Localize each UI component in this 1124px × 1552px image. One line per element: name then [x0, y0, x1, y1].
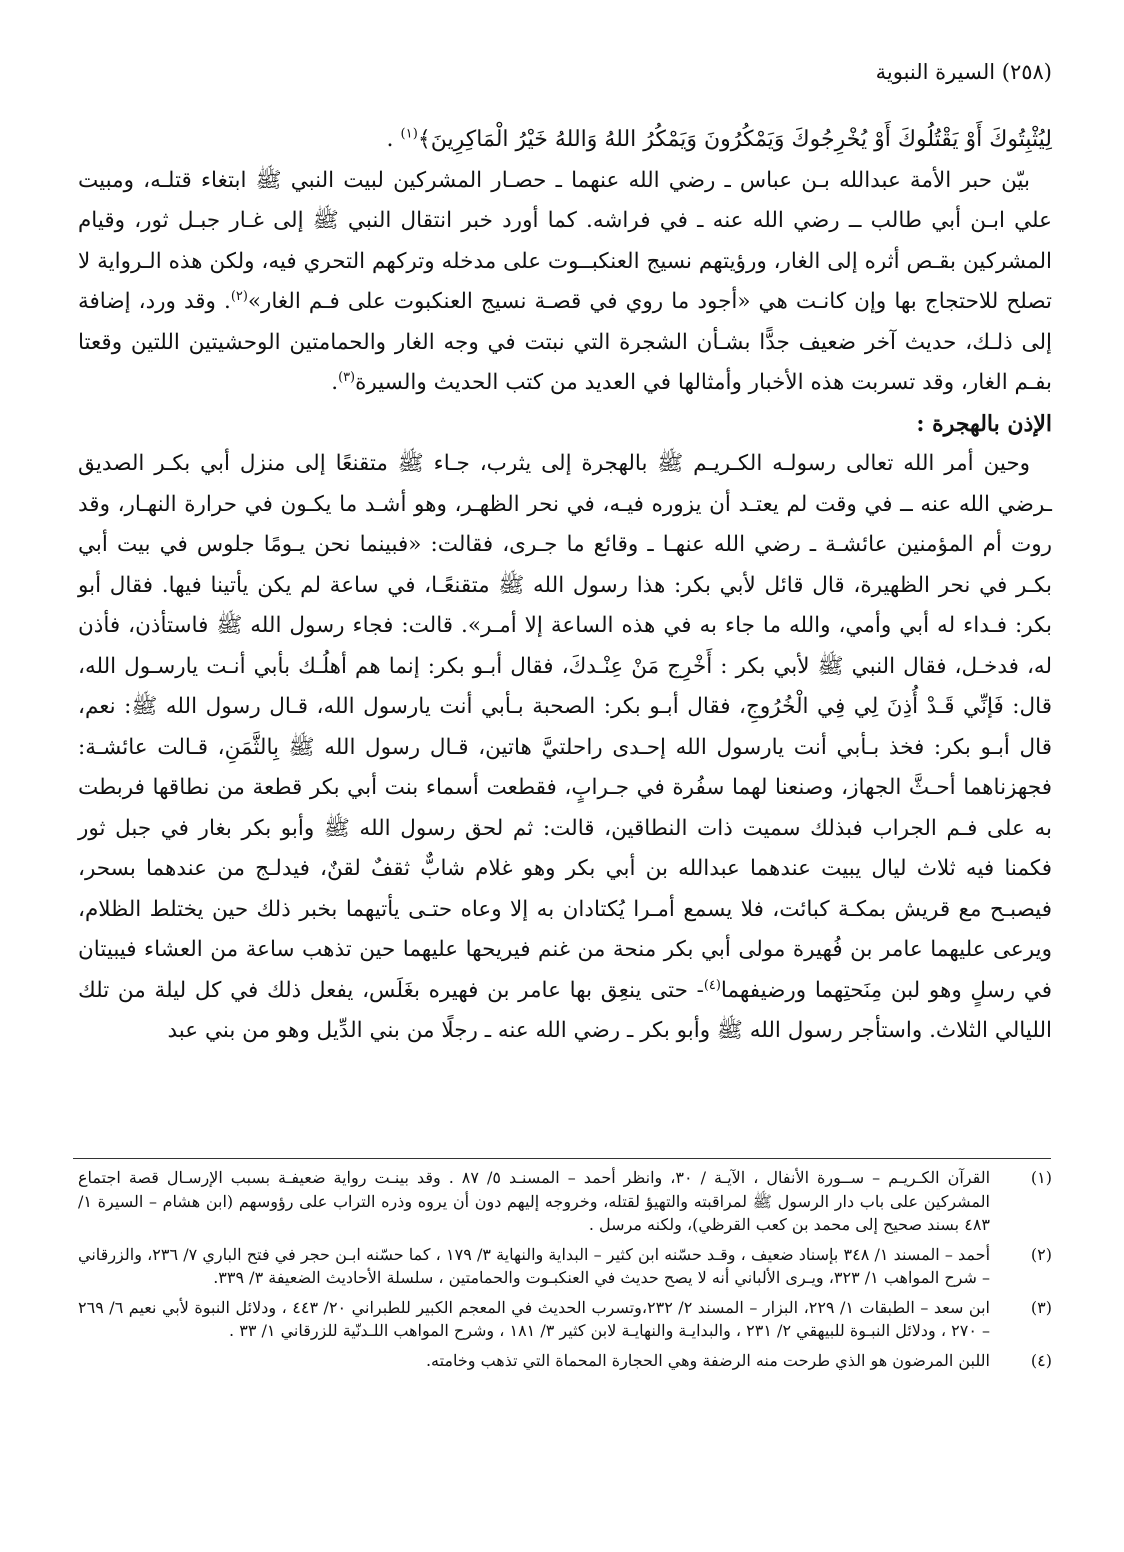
paragraph-2-text: وحين أمر الله تعالى رسولـه الكـريـم ﷺ بالهجرة إلى يثرب، جـاء ﷺ متقنعًا إلى منزل أبي بكـر الصديق ـرضي الله عنه ــ في وقت لم يعتـد أن يزوره فيـه، في نحر الظهـر، وهو أشـد ما يكـون في حرارة النهـار، وقد روت أم المؤمنين عائشـة ـ رضي الله عنهـا ـ وقائع ما جـرى، فقالت: «فبينما نحن يـومًا جلوس في بيت أبي بكـر في نحر الظهيرة، قال قائل لأبي بكر: هذا رسول الله ﷺ متقنعًـا، في ساعة لم يكن يأتينا فيها. فقال أبو بكر: فـداء له أبي وأمي، والله ما جاء به في هذه الساعة إلا أمـر». قالت: فجاء رسول الله ﷺ فاستأذن، فأذن له، فدخـل، فقال النبي ﷺ لأبي بكر : أَخْرِج مَنْ عِنْـدكَ، فقال أبـو بكر: إنما هم أهلُـك بأبي أنـت يارسـول الله، قال: فَإنِّي قَـدْ أُذِنَ لِي فِي الْخُرُوجِ، فقال أبـو بكر: الصحبة بـأبي أنت يارسول الله، قـال رسول الله ﷺ: نعم، قال أبـو بكر: فخذ بـأبي أنت يارسول الله إحـدى راحلتيَّ هاتين، قـال رسول الله ﷺ بِالثَّمَنِ، قـالت عائشـة: فجهزناهما أحـثَّ الجهاز، وصنعنا لهما سفُرة في جـرابٍ، فقطعت أسماء بنت أبي بكر قطعة من نطاقها فربطت به على فـم الجراب فبذلك سميت ذات النطاقين، قالت: ثم لحق رسول الله ﷺ وأبو بكر بغار في جبل ثور فكمنا فيه ثلاث ليال يبيت عندهما عبدالله بن أبي بكر وهو غلام شابٌّ ثقفٌ لقنٌ، فيدلـج من عندهما بسحر، فيصبـح مع قريش بمكـة كبائت، فلا يسمع أمـرا يُكتادان به إلا وعاه حتـى يأتيهما بخبر ذلك حين يختلط الظلام، ويرعى عليهما عامر بن فُهيرة مولى أبي بكر منحة من غنم فيريحها عليهما حين تذهب ساعة من العشاء فيبيتان في رسلٍ وهو لبن مِنَحتِهما ورضيفهما [78, 451, 1053, 1003]
footnote-text: القرآن الكـريـم – ســورة الأنفال ، الآيـة / ٣٠، وانظر أحمد – المسنـد ٥/ ٨٧ . وقد بينـت رواية ضعيفـة بسبب الإرسـال قصة اجتماع المشركين على باب دار الرسول ﷺ لمراقبته والتهيؤ لقتله، وخروجه إليهم دون أن يروه وذره التراب على رؤوسهم (ابن هشام – السيرة ١/ ٤٨٣ بسند صحيح إلى محمد بن كعب القرظي)، ولكنه مرسل . [78, 1168, 991, 1234]
footnote-item [78, 1243, 1052, 1290]
footnote-item [78, 1296, 1052, 1343]
footnote-text: ابن سعد – الطبقات ١/ ٢٢٩، البزار – المسند ٢/ ٢٣٢،وتسرب الحديث في المعجم الكبير للطبراني ٢٠/ ٤٤٣ ، ودلائل النبوة لأبي نعيم ٦/ ٢٦٩ – ٢٧٠ ، ودلائل النبـوة للبيهقي ٢/ ٢٣١ ، والبدايـة والنهايـة لابن كثير ٣/ ١٨١ ، وشرح المواهب اللـدنّية للزرقاني ١/ ٣٣ . [78, 1297, 990, 1340]
paragraph-2 [78, 444, 1052, 1052]
footnote-text: اللبن المرضون هو الذي طرحت منه الرضفة وهي الحجارة المحماة التي تذهب وخامته. [425, 1350, 990, 1370]
footnote-number: (٢) [1030, 1244, 1052, 1264]
footnote-ref-3[interactable]: (٣) [338, 369, 356, 385]
section-heading: الإذن بالهجرة : [916, 410, 1052, 437]
page-number: (٢٥٨) [1001, 60, 1052, 84]
footnote-item [78, 1166, 1052, 1237]
running-header [876, 60, 1052, 84]
paragraph-1-text: بيّن حبر الأمة عبدالله بـن عباس ـ رضي الله عنهما ـ حصـار المشركين لبيت النبي ﷺ ابتغاء قتلـه، ومبيت علي ابـن أبي طالب ــ رضي الله عنه ـ في فراشه. كما أورد خبر انتقال النبي ﷺ إلى غـار جبـل ثور، وقيام المشركين بقـص أثره إلى الغار، ورؤيتهم نسيج العنكبــوت على مدخله وتركهم التحري فيه، ولكن هذه الـرواية لا تصلح للاحتجاج بها وإن كانـت هي «أجود ما روي في قصـة نسيج العنكبوت على فـم الغار» [78, 167, 1052, 314]
paragraph-2-cont: - حتى ينعِق بها عامر بن فهيره بغَلَس، يفعل ذلك في كل ليلة من تلك الليالي الثلاث. واستأجر رسول الله ﷺ وأبو بكر ـ رضي الله عنه ـ رجلًا من بني الدِّيل وهو من بني عبد [78, 977, 1052, 1043]
footnote-divider [73, 1158, 1051, 1159]
footnote-item [78, 1349, 1052, 1373]
footnote-number: (٤) [1030, 1350, 1052, 1370]
book-title: السيرة النبوية [875, 60, 996, 84]
footnote-ref-4[interactable]: (٤) [703, 977, 721, 993]
footnote-text: أحمد – المسند ١/ ٣٤٨ بإسناد ضعيف ، وقـد حسّنه ابن كثير – البداية والنهاية ٣/ ١٧٩ ، كما حسّنه ابـن حجر في فتح الباري ٧/ ٢٣٦، والزرقاني – شرح المواهب ١/ ٣٢٣، ويـرى الألباني أنه لا يصح حديث في العنكبـوت والحمامتين ، سلسلة الأحاديث الضعيفة ٣/ ٣٣٩. [78, 1244, 991, 1287]
quran-verse: لِيُثْبِتُوكَ أَوْ يَقْتُلُوكَ أَوْ يُخْرِجُوكَ وَيَمْكُرُونَ وَيَمْكُرُ اللهُ وَاللهُ خَيْرُ الْمَاكِرِينَ﴾$^{(١)}$ . [386, 126, 1052, 152]
footnotes [78, 1166, 1052, 1378]
main-text [78, 120, 1052, 1052]
paragraph-1-cont: . وقد ورد، إضافة إلى ذلـك، حديث آخر ضعيف جدًّا بشـأن الشجرة التي نبتت في وجه الغار والحمامتين الوحشيتين اللتين وقعتا بفـم الغار، وقد تسربت هذه الأخبار وأمثالها في العديد من كتب الحديث والسيرة [78, 289, 1052, 395]
paragraph-1 [78, 161, 1052, 404]
footnote-number: (٣) [1030, 1297, 1052, 1317]
footnote-number: (١) [1030, 1168, 1052, 1187]
footnote-ref-2[interactable]: (٢) [230, 288, 248, 304]
footnote-ref-1[interactable]: (١) [400, 126, 418, 142]
paragraph-1-end: . [331, 370, 339, 395]
verse-text: لِيُثْبِتُوكَ أَوْ يَقْتُلُوكَ أَوْ يُخْرِجُوكَ وَيَمْكُرُونَ وَيَمْكُرُ اللهُ وَاللهُ خَيْرُ الْمَاكِرِينَ﴾ [417, 127, 1052, 152]
